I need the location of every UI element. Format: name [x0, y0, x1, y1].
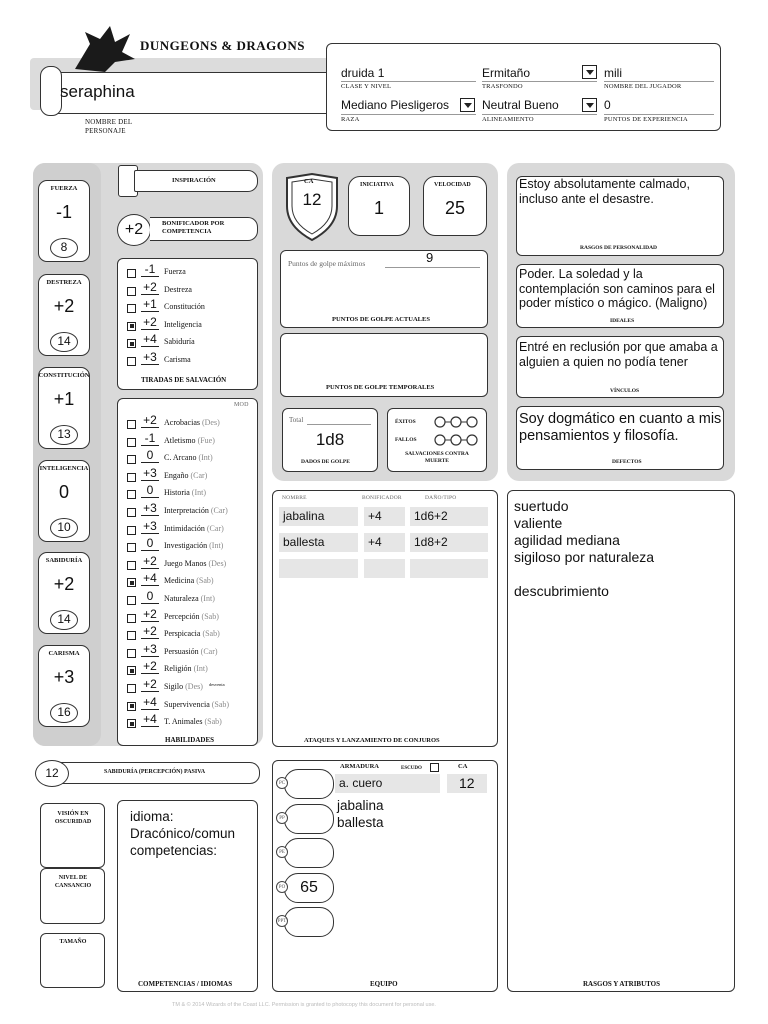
race-label: RAZA — [341, 116, 360, 123]
skill-name — [164, 576, 214, 585]
coin-value[interactable] — [284, 907, 334, 937]
ability-score[interactable]: 10 — [50, 518, 78, 538]
skill-row — [125, 661, 260, 678]
initiative-label: INICIATIVA — [360, 182, 394, 188]
coin-value[interactable] — [284, 838, 334, 868]
skill-row — [125, 465, 260, 485]
background-label: TRASFONDO — [482, 83, 523, 90]
skill-checkbox[interactable] — [127, 578, 136, 587]
equipment-armor-ac-field[interactable]: 12 — [447, 774, 487, 793]
ability-label: CARISMA — [48, 650, 80, 657]
coin-label: PO — [276, 881, 288, 893]
alignment-dropdown[interactable] — [582, 98, 597, 112]
skill-checkbox[interactable] — [127, 473, 136, 482]
attacks-col-bonus: BONIFICADOR — [362, 495, 402, 501]
skill-attribute: (Car) — [210, 506, 228, 515]
skill-name-text: Naturaleza — [164, 594, 199, 603]
skill-modifier[interactable]: 0 — [141, 449, 159, 463]
skill-name — [164, 471, 207, 480]
attack-name-field[interactable]: jabalina — [279, 507, 358, 526]
saving-throw-name: Carisma — [164, 355, 191, 364]
proficiencies-text[interactable] — [130, 808, 235, 859]
attack-damage-field[interactable] — [410, 559, 488, 578]
player-name-field[interactable]: mili — [604, 66, 622, 80]
skill-attribute: (Des) — [185, 682, 203, 691]
equipment-item: jabalina — [337, 798, 384, 813]
skill-name — [164, 682, 225, 691]
skill-modifier[interactable]: +2 — [141, 660, 159, 674]
attack-damage-field[interactable]: 1d6+2 — [410, 507, 488, 526]
skill-name-text: Sigilo — [164, 682, 184, 691]
skill-name — [164, 418, 220, 427]
hp-max-label: Puntos de golpe máximos — [288, 259, 366, 268]
saving-throw-modifier[interactable]: +4 — [141, 333, 159, 347]
armor-class-value[interactable]: 12 — [302, 190, 322, 209]
skill-row — [125, 538, 260, 555]
skill-checkbox[interactable] — [127, 508, 136, 517]
death-saves-success-label: ÉXITOS — [395, 419, 416, 425]
skill-checkbox[interactable] — [127, 702, 136, 711]
skill-name — [164, 524, 224, 533]
attack-bonus-field[interactable]: +4 — [364, 507, 405, 526]
saving-throw-checkbox[interactable] — [127, 287, 136, 296]
xp-field[interactable]: 0 — [604, 98, 611, 112]
ability-modifier[interactable]: +2 — [53, 574, 75, 594]
coin-label: PPT — [276, 915, 288, 927]
death-saves-success-circles[interactable] — [433, 415, 479, 429]
skill-modifier[interactable]: 0 — [141, 484, 159, 498]
saving-throw-modifier[interactable]: +3 — [141, 351, 159, 365]
equipment-shield-label: ESCUDO — [401, 766, 422, 771]
armor-class-label: CA — [304, 178, 314, 185]
saving-throw-checkbox[interactable] — [127, 322, 136, 331]
traits-label: RASGOS DE PERSONALIDAD — [580, 245, 658, 251]
skill-modifier[interactable]: +3 — [141, 643, 159, 657]
ability-score[interactable]: 14 — [50, 332, 78, 352]
ability-modifier[interactable]: +2 — [53, 296, 75, 316]
skill-modifier[interactable]: +2 — [141, 678, 159, 692]
skill-attribute: (Int) — [200, 594, 215, 603]
shield-checkbox[interactable] — [430, 763, 439, 772]
dragon-logo-icon — [70, 24, 140, 74]
skill-row — [125, 679, 260, 696]
speed-label: VELOCIDAD — [434, 182, 471, 188]
saving-throw-name: Fuerza — [164, 267, 186, 276]
death-saves-fail-label: FALLOS — [395, 437, 417, 443]
skill-modifier[interactable]: +2 — [141, 608, 159, 622]
skill-checkbox[interactable] — [127, 719, 136, 728]
passive-perception-label: SABIDURÍA (PERCEPCIÓN) PASIVA — [104, 769, 206, 775]
saving-throw-name: Constitución — [164, 302, 205, 312]
proficiencies-line: idioma: — [130, 809, 174, 824]
saving-throw-row — [125, 299, 260, 316]
passive-perception-value[interactable]: 12 — [35, 760, 69, 787]
skill-row — [125, 485, 260, 502]
proficiencies-line: Dracónico/comun — [130, 826, 236, 841]
skill-checkbox[interactable] — [127, 438, 136, 447]
saving-throw-row — [125, 314, 260, 334]
skill-row — [125, 573, 260, 590]
character-name-field[interactable]: seraphina — [60, 82, 135, 101]
attacks-title: ATAQUES Y LANZAMIENTO DE CONJUROS — [304, 737, 440, 744]
skills-title: HABILIDADES — [165, 736, 215, 744]
skill-name-text: Investigación — [164, 541, 208, 551]
skill-attribute: (Int) — [209, 541, 224, 551]
ability-score[interactable]: 8 — [50, 238, 78, 258]
coin-value[interactable]: 65 — [284, 873, 334, 903]
skill-name-text: Atletismo — [164, 435, 196, 445]
equipment-item: ballesta — [337, 815, 384, 830]
skill-row — [125, 641, 260, 661]
skill-row — [125, 626, 260, 643]
saving-throw-modifier[interactable]: +2 — [141, 281, 159, 295]
race-field[interactable]: Mediano Piesligeros — [341, 98, 450, 112]
header — [30, 30, 730, 145]
skill-checkbox[interactable] — [127, 631, 136, 640]
skill-name-text: C. Arcano — [164, 453, 197, 463]
skill-modifier[interactable]: 0 — [141, 590, 159, 604]
coin-field — [276, 769, 334, 799]
coin-field — [276, 804, 334, 834]
skill-row — [125, 591, 260, 608]
saving-throw-name: Destreza — [164, 284, 192, 294]
attacks-box — [272, 490, 498, 747]
skill-modifier[interactable]: +2 — [141, 414, 159, 428]
scroll-curl-icon — [40, 66, 62, 116]
feature-line: agilidad mediana — [514, 532, 620, 548]
skill-name-text: Perspicacia — [164, 629, 201, 639]
skill-name — [164, 506, 228, 515]
coin-label: PC — [276, 777, 288, 789]
alignment-field[interactable]: Neutral Bueno — [482, 98, 559, 112]
speed-value[interactable]: 25 — [444, 198, 466, 218]
skill-name-text: Percepción — [164, 611, 200, 621]
skills-mod-header: MOD — [234, 402, 249, 408]
skill-checkbox[interactable] — [127, 526, 136, 535]
proficiency-circle[interactable]: +2 — [117, 214, 151, 246]
skill-attribute: (Car) — [190, 470, 208, 480]
skill-name — [164, 453, 213, 462]
ability-label: CONSTITUCIÓN — [38, 372, 90, 379]
skill-checkbox[interactable] — [127, 614, 136, 623]
hit-dice-value[interactable]: 1d8 — [315, 430, 345, 449]
skill-modifier[interactable]: 0 — [141, 537, 159, 551]
equipment-items[interactable] — [337, 797, 384, 831]
feature-line: descubrimiento — [514, 583, 609, 599]
skill-modifier[interactable]: +4 — [141, 696, 159, 710]
class-level-field[interactable]: druida 1 — [341, 66, 385, 80]
skill-name-text: Engaño — [164, 470, 189, 480]
feature-line: sigiloso por naturaleza — [514, 549, 655, 565]
coin-label: PP — [276, 812, 288, 824]
skill-row — [125, 694, 260, 714]
skill-checkbox[interactable] — [127, 455, 136, 464]
ability-score[interactable]: 16 — [50, 703, 78, 723]
xp-label: PUNTOS DE EXPERIENCIA — [604, 116, 688, 123]
skill-modifier[interactable]: +3 — [141, 520, 159, 534]
proficiencies-line: competencias: — [130, 843, 218, 858]
attack-name-field[interactable]: ballesta — [279, 533, 358, 552]
ability-score[interactable]: 13 — [50, 425, 78, 445]
skill-name — [164, 436, 215, 445]
skill-attribute: (Car) — [206, 523, 224, 533]
ability-score[interactable]: 14 — [50, 610, 78, 630]
skill-attribute: (Int) — [193, 664, 208, 674]
class-level-label: CLASE Y NIVEL — [341, 83, 392, 90]
skill-attribute: (Int) — [198, 453, 213, 463]
hp-max-value[interactable]: 9 — [426, 250, 434, 265]
skill-attribute: (Des) — [201, 418, 220, 427]
ability-modifier[interactable]: +1 — [53, 389, 75, 409]
hit-dice-total-label: Total — [289, 416, 304, 424]
saving-throw-row — [125, 264, 260, 281]
skill-checkbox[interactable] — [127, 684, 136, 693]
skill-row — [125, 430, 260, 450]
flaws-label: DEFECTOS — [612, 459, 642, 465]
saving-throw-modifier[interactable]: +1 — [141, 298, 159, 312]
skill-modifier[interactable]: -1 — [141, 432, 159, 446]
skill-modifier[interactable]: +3 — [141, 467, 159, 481]
coin-field — [276, 838, 334, 868]
skill-row — [125, 503, 260, 520]
skill-attribute: (Sab) — [211, 699, 230, 709]
ideals-text: Poder. La soledad y la contemplación son caminos para el poder místico o mágico. (Maligno) — [519, 267, 715, 310]
hp-current-label: PUNTOS DE GOLPE ACTUALES — [332, 316, 430, 323]
equipment-ac-label: CA — [458, 763, 468, 770]
skill-name-text: Religión — [164, 664, 192, 674]
skill-name — [164, 647, 218, 656]
skill-checkbox[interactable] — [127, 490, 136, 499]
skill-checkbox[interactable] — [127, 420, 136, 429]
proficiency-label: BONIFICADOR POR COMPETENCIA — [162, 220, 225, 235]
coin-field — [276, 873, 334, 903]
traits-text: Estoy absolutamente calmado, incluso ante el desastre. — [519, 177, 690, 206]
skill-name — [164, 594, 215, 603]
feature-line: valiente — [514, 515, 563, 531]
skill-name-text: Intimidación — [164, 523, 205, 533]
flaws-text: Soy dogmático en cuanto a mis pensamientos y filosofía. — [519, 411, 722, 444]
skill-row — [125, 714, 260, 731]
skill-name — [164, 664, 208, 673]
skill-attribute: (Fue) — [197, 435, 215, 445]
saving-throw-modifier[interactable]: +2 — [141, 316, 159, 330]
saving-throw-checkbox[interactable] — [127, 269, 136, 278]
saving-throw-name: Sabiduría — [164, 337, 195, 347]
skill-name — [164, 488, 206, 497]
attack-damage-field[interactable]: 1d8+2 — [410, 533, 488, 552]
skill-attribute: (Sab) — [201, 611, 219, 621]
skill-attribute: (Des) — [208, 558, 227, 568]
saving-throw-checkbox[interactable] — [127, 357, 136, 366]
ability-label: FUERZA — [50, 185, 78, 192]
senses-vision-label: VISIÓN EN OSCURIDAD — [54, 811, 92, 825]
attack-bonus-field[interactable] — [364, 559, 405, 578]
saving-throw-row — [125, 334, 260, 351]
coin-value[interactable] — [284, 769, 334, 799]
skill-attribute: (Int) — [191, 488, 206, 498]
character-name-label: NOMBRE DEL PERSONAJE — [85, 118, 133, 135]
skill-row — [125, 606, 260, 626]
background-field[interactable]: Ermitaño — [482, 66, 531, 80]
skill-name-text: T. Animales — [164, 717, 203, 727]
ability-modifier[interactable]: +3 — [53, 667, 75, 687]
skill-name-text: Historia — [164, 488, 190, 498]
saving-throw-modifier[interactable]: -1 — [141, 263, 159, 277]
skill-checkbox[interactable] — [127, 543, 136, 552]
skill-row — [125, 518, 260, 538]
ability-modifier[interactable]: 0 — [58, 482, 69, 502]
feature-line — [514, 566, 654, 583]
skill-name-text: Interpretación — [164, 506, 209, 515]
features-text — [514, 498, 654, 600]
skill-name-text: Juego Manos — [164, 558, 207, 568]
ability-label: DESTREZA — [46, 279, 82, 286]
attacks-col-damage: DAÑO/TIPO — [425, 495, 457, 501]
skill-modifier[interactable]: +3 — [141, 502, 159, 516]
skill-modifier[interactable]: +4 — [141, 713, 159, 727]
skill-name — [164, 629, 220, 638]
skill-name-text: Medicina — [164, 576, 195, 586]
skill-checkbox[interactable] — [127, 561, 136, 570]
senses-exhaustion-label: NIVEL DE CANSANCIO — [54, 875, 92, 889]
ability-label: SABIDURÍA — [45, 557, 83, 564]
skill-row — [125, 553, 260, 573]
skill-attribute: (Sab) — [204, 717, 222, 727]
features-title: RASGOS Y ATRIBUTOS — [583, 980, 661, 988]
saving-throw-checkbox[interactable] — [127, 304, 136, 313]
skill-name — [164, 541, 223, 550]
saving-throw-row — [125, 279, 260, 299]
footer-copyright: TM & © 2014 Wizards of the Coast LLC. Permission is granted to photocopy this document for personal use. — [172, 1002, 436, 1008]
proficiencies-title: COMPETENCIAS / IDIOMAS — [138, 980, 233, 988]
death-saves-fail-circles[interactable] — [433, 433, 479, 447]
equipment-armor-label: ARMADURA — [340, 763, 379, 770]
skill-attribute: (Sab) — [196, 576, 214, 586]
senses-size-label: TAMAÑO — [59, 939, 87, 945]
ability-label: INTELIGENCIA — [39, 465, 89, 472]
equipment-title: EQUIPO — [370, 980, 398, 988]
coin-label: PE — [276, 846, 288, 858]
skill-checkbox[interactable] — [127, 596, 136, 605]
hit-dice-label: DADOS DE GOLPE — [301, 459, 350, 465]
player-name-label: NOMBRE DEL JUGADOR — [604, 83, 682, 90]
skill-name-text: Acrobacias — [164, 418, 200, 427]
saving-throw-row — [125, 352, 260, 369]
feature-line: suertudo — [514, 498, 569, 514]
skill-modifier[interactable]: +2 — [141, 625, 159, 639]
coin-field — [276, 907, 334, 937]
attacks-col-name: NOMBRE — [282, 495, 307, 501]
ideals-label: IDEALES — [610, 318, 635, 324]
hp-temp-label: PUNTOS DE GOLPE TEMPORALES — [326, 384, 435, 391]
skill-modifier[interactable]: +2 — [141, 555, 159, 569]
ability-modifier[interactable]: -1 — [55, 202, 72, 222]
skill-name — [164, 559, 226, 568]
attack-bonus-field[interactable]: +4 — [364, 533, 405, 552]
attack-name-field[interactable] — [279, 559, 358, 578]
background-dropdown[interactable] — [582, 65, 597, 79]
skill-row — [125, 415, 260, 432]
bonds-text: Entré en reclusión por que amaba a alguien a quien no podía tener — [519, 340, 718, 369]
skill-attribute: (Sab) — [202, 629, 220, 639]
alignment-label: ALINEAMIENTO — [482, 116, 534, 123]
inspiration-label: INSPIRACIÓN — [172, 177, 216, 184]
saving-throws-title: TIRADAS DE SALVACIÓN — [141, 376, 227, 384]
initiative-value[interactable]: 1 — [373, 198, 384, 218]
skill-name — [164, 700, 229, 709]
skill-row — [125, 450, 260, 467]
race-dropdown[interactable] — [460, 98, 475, 112]
skill-checkbox[interactable] — [127, 649, 136, 658]
skill-modifier[interactable]: +4 — [141, 572, 159, 586]
equipment-armor-field[interactable]: a. cuero — [335, 774, 440, 793]
bonds-label: VÍNCULOS — [610, 388, 640, 394]
coin-value[interactable] — [284, 804, 334, 834]
skill-name — [164, 612, 219, 621]
death-saves-label: SALVACIONES CONTRA MUERTE — [405, 451, 469, 464]
skill-note: desventa — [208, 682, 225, 687]
saving-throw-checkbox[interactable] — [127, 339, 136, 348]
skill-attribute: (Car) — [200, 646, 218, 656]
skill-checkbox[interactable] — [127, 666, 136, 675]
skill-name — [164, 717, 222, 726]
saving-throw-name: Inteligencia — [164, 319, 202, 329]
logo-text: DUNGEONS & DRAGONS — [140, 38, 306, 53]
skill-name-text: Supervivencia — [164, 699, 210, 709]
skill-name-text: Persuasión — [164, 646, 199, 656]
